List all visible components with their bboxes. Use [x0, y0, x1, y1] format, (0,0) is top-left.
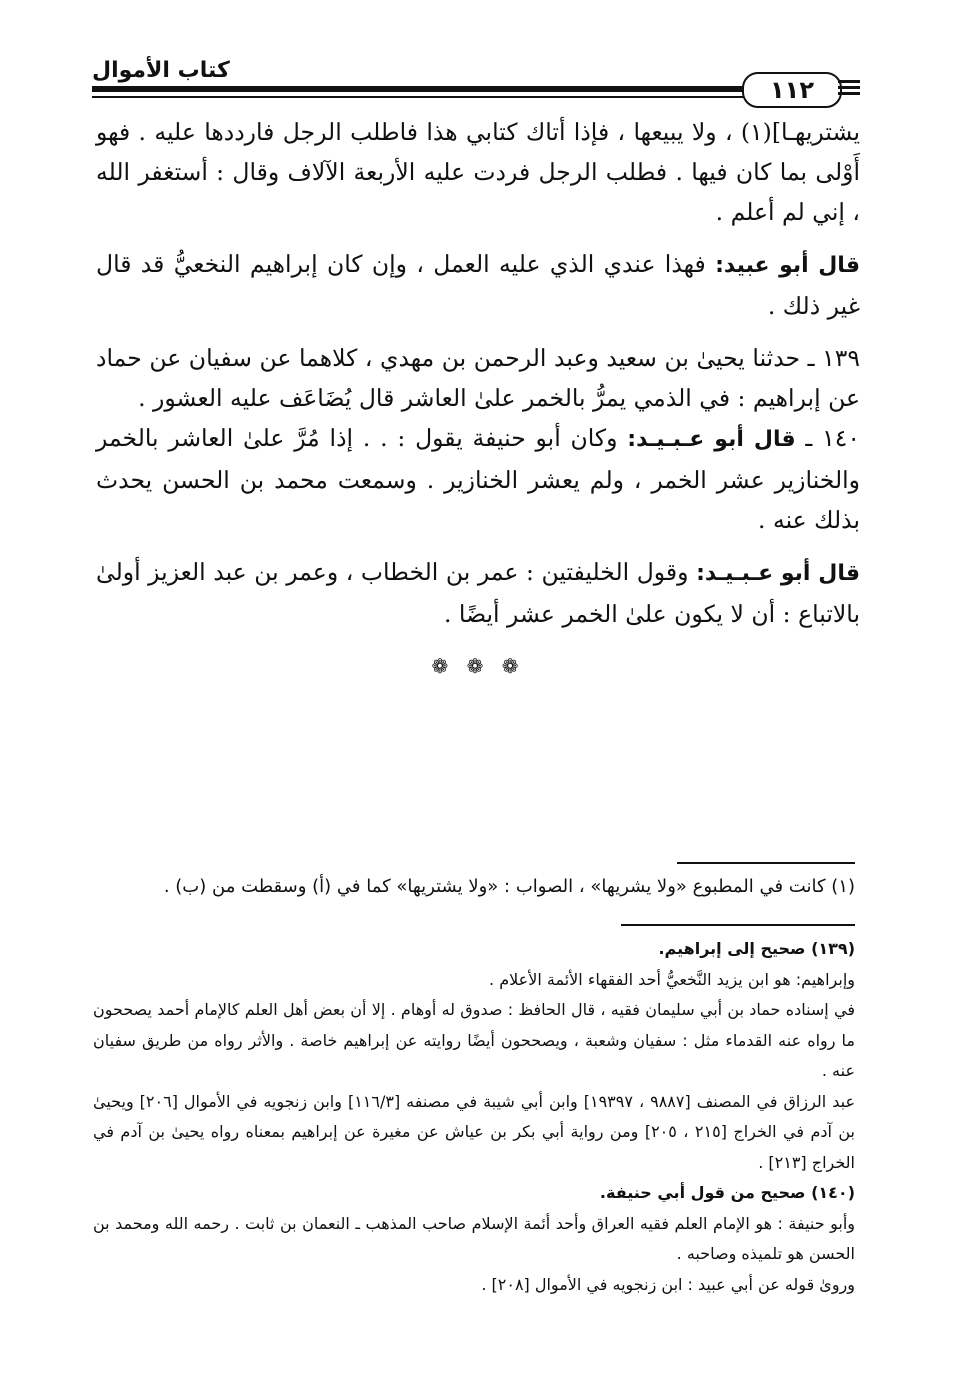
speaker-label: قال أبو عبيد: — [715, 253, 860, 278]
note-line: ورویٰ قوله عن أبي عبيد : ابن زنجويه في الأموال [٢٠٨] . — [481, 1274, 855, 1294]
book-title: كتاب الأموال — [92, 58, 230, 83]
paragraph: يشتريهـا](١) ، ولا يبيعها ، فإذا أتاك كتابي هذا فاطلب الرجل فارددها عليه . فهو أَوْلى بما كان فيها . فطلب الرجل فردت عليه الأربعة الآلاف وقال : أستغفر الله ، إني لم أعلم . — [96, 118, 860, 226]
footnote-separator — [677, 862, 855, 864]
narration-number: ١٤٠ ـ — [795, 424, 860, 452]
paragraph — [96, 244, 860, 326]
note-line: في إسناده حماد بن أبي سليمان فقيه ، قال الحافظ : صدوق له أوهام . إلا أن بعض أهل العلم كالإمام أحمد يصححون ما رواه عنه القدماء مثل : سفيان وشعبة ، ويصححون أيضًا روايته عن إبراهيم خاصة . والأثر رواه من طريق سفيان عنه . — [93, 1000, 855, 1080]
paragraph-text: وكان أبو حنيفة يقول : . . إذا مُرَّ علىٰ العاشر بالخمر والخنازير عشر الخمر ، ولم يعشر الخنازير . وسمعت محمد بن الحسن يحدث بذلك عنه . — [96, 424, 860, 534]
page-number-ornament — [838, 80, 860, 98]
narration-140 — [96, 418, 860, 540]
speaker-label: قال أبو عـبـيـد: — [696, 561, 860, 586]
main-text — [96, 112, 860, 686]
header-rule-thin — [92, 96, 744, 98]
note-line: وإبراهيم: هو ابن يزيد النَّخعيُّ أحد الفقهاء الأئمة الأعلام . — [489, 969, 855, 989]
narration-139: ١٣٩ ـ حدثنا يحيىٰ بن سعيد وعبد الرحمن بن مهدي ، كلاهما عن سفيان عن حماد عن إبراهيم : في الذمي يمرُّ بالخمر علىٰ العاشر قال يُضَاعَف عليه العشور . — [96, 344, 860, 412]
paragraph-text: وقول الخليفتين : عمر بن الخطاب ، وعمر بن عبد العزيز أولىٰ بالاتباع : أن لا يكون علىٰ الخمر عشر أيضًا . — [96, 558, 860, 628]
note-heading-139: (١٣٩) صحيح إلى إبراهيم. — [658, 939, 855, 958]
note-heading-140: (١٤٠) صحيح من قول أبي حنيفة. — [599, 1183, 855, 1202]
paragraph — [96, 552, 860, 634]
paragraph-text: فهذا عندي الذي عليه العمل ، وإن كان إبراهيم النخعيُّ قد قال غير ذلك . — [96, 250, 860, 320]
notes-separator — [621, 924, 855, 926]
section-divider-stars: ❁ ❁ ❁ — [431, 654, 525, 678]
header-rule — [92, 86, 744, 92]
speaker-label: قال أبو عـبـيـد: — [627, 427, 796, 452]
note-line: عبد الرزاق في المصنف [٩٨٨٧ ، ١٩٣٩٧] وابن أبي شيبة في مصنفه [١١٦/٣] وابن زنجويه في الأموال [٢٠٦] ويحيىٰ بن آدم في الخراج [٢١٥ ، ٢٠٥] ومن رواية أبي بكر بن عياش عن مغيرة عن إبراهيم بمعناه رواه يحيىٰ بن آدم في الخراج [٢١٣] . — [93, 1091, 856, 1172]
note-line: وأبو حنيفة : هو الإمام العلم فقيه العراق وأحد أئمة الإسلام صاحب المذهب ـ النعمان بن ثابت . رحمه الله ومحمد بن الحسن هو تلميذه وصاحبه . — [93, 1213, 855, 1263]
running-header — [92, 56, 860, 106]
page-number: ١١٢ — [742, 72, 842, 108]
editor-notes — [93, 934, 855, 1300]
footnote-1: (١) كانت في المطبوع «ولا يشريها» ، الصواب : «ولا يشتريها» كما في (أ) وسقطت من (ب) . — [163, 876, 855, 897]
